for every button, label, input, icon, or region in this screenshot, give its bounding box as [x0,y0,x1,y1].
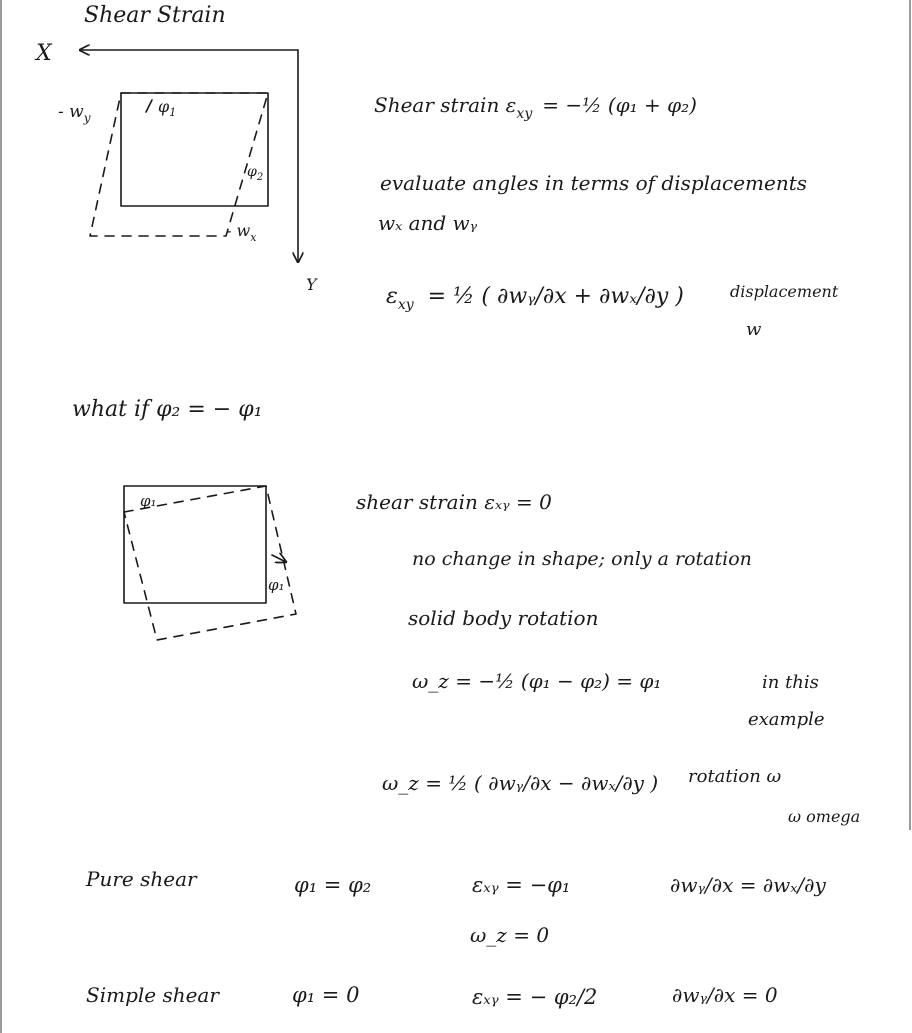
omega-equation: ω_z = ½ ( ∂wᵧ/∂x − ∂wₓ/∂y ) [382,771,659,795]
solid-body-text: solid body rotation [408,606,599,630]
phi1-arrow [146,100,152,112]
simple-shear-condition: φ₁ = 0 [292,983,360,1007]
simple-shear-strain: εₓᵧ = − φ₂/2 [472,985,598,1009]
simple-shear-derivative: ∂wᵧ/∂x = 0 [672,983,778,1007]
wx-label: - $w_x$ [226,221,257,244]
displacement-note: displacement [730,282,839,301]
simple-shear-label: Simple shear [86,983,219,1007]
question-text: what if φ₂ = − φ₁ [72,397,263,422]
shear-strain-definition: Shear strain $\varepsilon_{xy}$ = −½ (φ₁ + φ₂) [374,93,697,122]
phi1-top-label: φ₁ [140,492,157,510]
page-title: Shear Strain [84,3,226,28]
phi1-right-label: φ₁ [268,576,285,594]
deformed-shape [90,93,268,236]
shear-diagram-1 [34,41,318,294]
rotation-diagram [124,486,296,640]
omega-name-note: ω omega [788,807,861,826]
pure-shear-derivatives: ∂wᵧ/∂x = ∂wₓ/∂y [670,873,826,897]
pure-shear-condition: φ₁ = φ₂ [294,873,372,897]
x-axis-label: X [36,41,52,66]
pure-shear-strain: εₓᵧ = −φ₁ [472,873,571,897]
y-axis-label: Y [306,275,317,294]
displacement-symbol: w [746,319,762,340]
wy-label: - $w_y$ [58,102,91,125]
strain-equation: $\varepsilon_{xy}$ = ½ ( ∂wᵧ/∂x + ∂wₓ/∂y ) [386,284,684,313]
rotation-omega-note: rotation ω [688,766,782,787]
example-note: example [748,709,825,730]
phi2-label: $\varphi_2$ [247,164,264,183]
displacements-text: wₓ and wᵧ [378,211,478,235]
pure-shear-rotation: ω_z = 0 [470,923,550,947]
original-square [121,93,268,206]
phi1-label: $\varphi_1$ [158,97,177,119]
simple-shear-row [86,983,778,1009]
pure-shear-label: Pure shear [86,867,197,891]
no-change-text: no change in shape; only a rotation [412,548,752,570]
notes-block-1 [374,93,839,340]
pure-shear-row [85,867,826,947]
evaluate-angles-text: evaluate angles in terms of displacements [380,171,808,195]
rotation-arrow [272,555,286,562]
rotation-equation: ω_z = −½ (φ₁ − φ₂) = φ₁ [412,669,662,693]
zero-strain-text: shear strain εₓᵧ = 0 [356,490,552,514]
notes-block-2 [356,490,860,826]
in-this-note: in this [762,672,819,693]
